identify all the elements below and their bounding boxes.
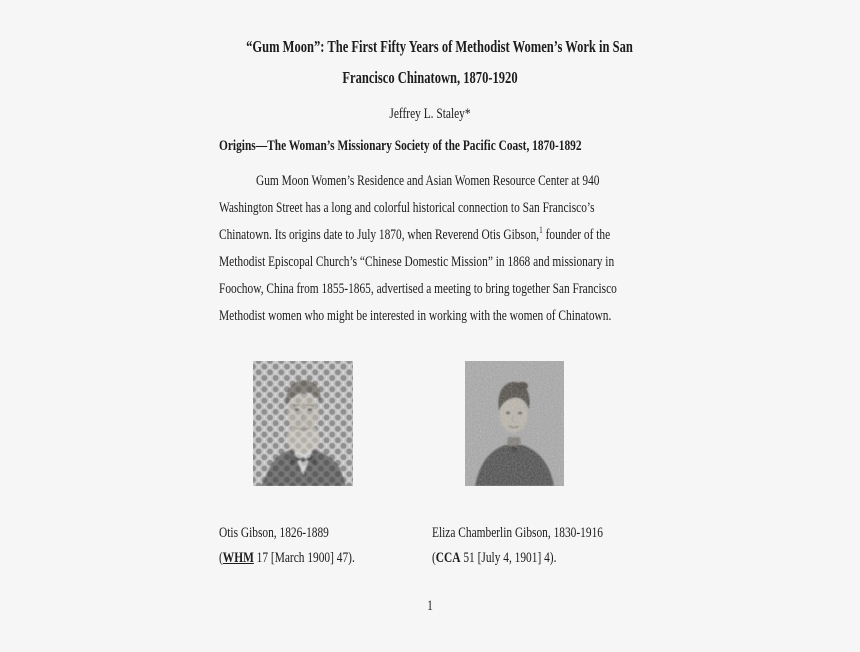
caption-journal-abbrev: CCA xyxy=(435,550,461,566)
paragraph-line-5: Foochow, China from 1855-1865, advertised a meeting to bring together San Francisco xyxy=(219,281,617,297)
body-paragraph xyxy=(219,168,743,330)
section-heading: Origins—The Woman’s Missionary Society of the Pacific Coast, 1870-1892 xyxy=(219,138,582,154)
caption-eliza-gibson-line1: Eliza Chamberlin Gibson, 1830-1916 xyxy=(432,525,603,541)
paragraph-line-4: Methodist Episcopal Church’s “Chinese Domestic Mission” in 1868 and missionary in xyxy=(219,254,615,270)
eliza-gibson-photo xyxy=(465,361,564,486)
caption-eliza-gibson-line2 xyxy=(432,545,556,571)
otis-gibson-photo xyxy=(253,361,353,486)
caption-citation: 17 [March 1900] 47). xyxy=(253,550,355,566)
caption-paren: ( xyxy=(219,550,223,566)
paragraph-line-2: Washington Street has a long and colorful historical connection to San Francisco’s xyxy=(219,200,595,216)
paragraph-line-1: Gum Moon Women’s Residence and Asian Women Resource Center at 940 xyxy=(256,173,600,189)
paragraph-line-3-text: Chinatown. Its origins date to July 1870, when Reverend Otis Gibson, xyxy=(219,227,540,243)
caption-citation: 51 [July 4, 1901] 4). xyxy=(460,550,557,566)
paragraph-line-3 xyxy=(219,222,617,249)
caption-otis-gibson-line1: Otis Gibson, 1826-1889 xyxy=(219,525,329,541)
caption-paren: ( xyxy=(432,550,436,566)
caption-journal-abbrev: WHM xyxy=(222,550,254,566)
paragraph-line-3-continued: founder of the xyxy=(542,227,611,243)
footnote-marker: 1 xyxy=(539,226,543,236)
grain-overlay xyxy=(465,361,564,486)
caption-otis-gibson-line2 xyxy=(219,545,355,571)
page-number: 1 xyxy=(427,598,433,614)
paragraph-line-6: Methodist women who might be interested in working with the women of Chinatown. xyxy=(219,308,612,324)
document-title-line1: “Gum Moon”: The First Fifty Years of Methodist Women’s Work in San xyxy=(246,37,633,56)
author-byline: Jeffrey L. Staley* xyxy=(389,106,471,122)
halftone-overlay xyxy=(253,361,353,486)
document-title-line2: Francisco Chinatown, 1870-1920 xyxy=(342,68,518,87)
